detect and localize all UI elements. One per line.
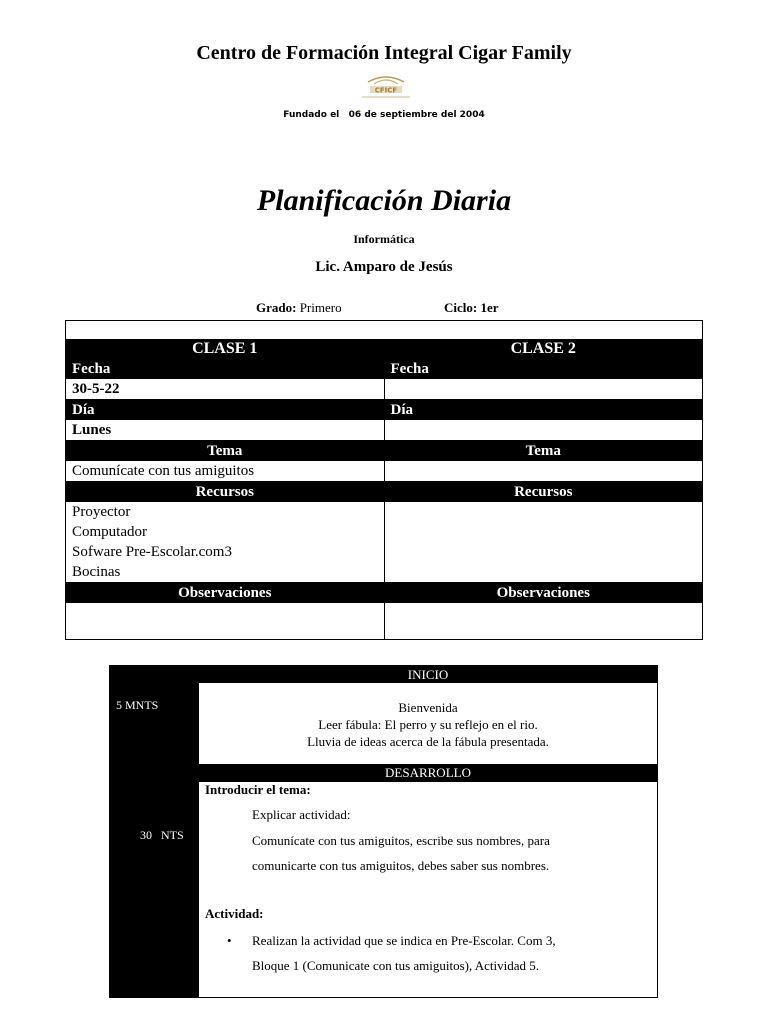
class-table (65, 320, 703, 640)
class1-dia-label: Día (66, 400, 384, 421)
fecha-value-row (66, 379, 702, 400)
class1-heading: CLASE 1 (66, 339, 384, 359)
desarrollo-time: 30 NTS (140, 828, 184, 842)
intro-line: Explicar actividad: (252, 807, 351, 822)
fecha-label-row (66, 359, 702, 379)
class2-tema-value (384, 461, 702, 482)
founded-label: Fundado el (283, 110, 340, 120)
class2-tema-label: Tema (384, 441, 702, 462)
class2-fecha-value (384, 379, 702, 400)
grade-line (256, 300, 342, 316)
class1-tema-label: Tema (66, 441, 384, 462)
resource-item: Computador (72, 524, 147, 540)
intro-line: comunicarte con tus amiguitos, debes saber sus nombres. (252, 858, 550, 873)
recursos-label-row (66, 482, 702, 503)
resource-item: Proyector (72, 504, 131, 520)
document-title: Planificación Diaria (256, 184, 512, 217)
blank-row (66, 321, 702, 339)
class2-recursos-list (384, 502, 702, 583)
observaciones-value-row (66, 603, 702, 639)
class1-fecha-value: 30-5-22 (66, 379, 384, 400)
school-name: Centro de Formación Integral Cigar Family (196, 42, 572, 64)
recursos-value-row (66, 502, 702, 583)
cycle-line (444, 300, 499, 316)
cycle-value: 1er (480, 300, 499, 315)
founded-date: 06 de septiembre del 2004 (348, 110, 485, 120)
class1-tema-value: Comunícate con tus amiguitos (66, 461, 384, 482)
grade-value: Primero (299, 300, 342, 315)
class1-recursos-list (66, 502, 384, 583)
bullet-icon: • (227, 933, 232, 948)
dia-value-row (66, 420, 702, 441)
tema-value-row (66, 461, 702, 482)
logo-text: CFICF (374, 86, 398, 95)
tema-label-row (66, 441, 702, 462)
activity-line: Realizan la actividad que se indica en Pre-Escolar. Com 3, (252, 933, 556, 948)
class2-heading: CLASE 2 (384, 339, 702, 359)
inicio-line: Leer fábula: El perro y su reflejo en el rio. (318, 717, 538, 732)
class1-observaciones-label: Observaciones (66, 583, 384, 604)
intro-line: Comunícate con tus amiguitos, escribe sus nombres, para (252, 833, 550, 848)
class2-observaciones-value (384, 603, 702, 639)
subject: Informática (353, 232, 415, 246)
dia-label-row (66, 400, 702, 421)
class2-dia-label: Día (384, 400, 702, 421)
inicio-time: 5 MNTS (116, 698, 159, 712)
inicio-body (199, 683, 657, 764)
desarrollo-body (199, 782, 657, 997)
class1-fecha-label: Fecha (66, 359, 384, 379)
activity-label: Actividad: (205, 906, 264, 921)
class1-dia-value: Lunes (66, 420, 384, 441)
desarrollo-heading: DESARROLLO (199, 764, 657, 782)
intro-label: Introducir el tema: (205, 782, 311, 797)
activity-line: Bloque 1 (Comunicate con tus amiguitos), Actividad 5. (252, 958, 540, 973)
grade-label: Grado: (256, 300, 297, 315)
inicio-line: Bienvenida (398, 700, 458, 715)
resource-item: Sofware Pre-Escolar.com3 (72, 544, 232, 560)
class2-fecha-label: Fecha (384, 359, 702, 379)
inicio-heading: INICIO (199, 666, 657, 683)
resource-item: Bocinas (72, 564, 121, 580)
session-table (109, 665, 658, 998)
observaciones-label-row (66, 583, 702, 604)
founded-line (0, 110, 768, 120)
school-logo (350, 72, 422, 100)
class2-dia-value (384, 420, 702, 441)
class1-recursos-label: Recursos (66, 482, 384, 503)
time-column (110, 666, 199, 997)
class1-observaciones-value (66, 603, 384, 639)
class2-observaciones-label: Observaciones (384, 583, 702, 604)
class2-recursos-label: Recursos (384, 482, 702, 503)
teacher-name: Lic. Amparo de Jesús (315, 259, 453, 275)
inicio-line: Lluvia de ideas acerca de la fábula presentada. (307, 734, 549, 749)
cycle-label: Ciclo: (444, 300, 478, 315)
class-heading-row (66, 339, 702, 359)
